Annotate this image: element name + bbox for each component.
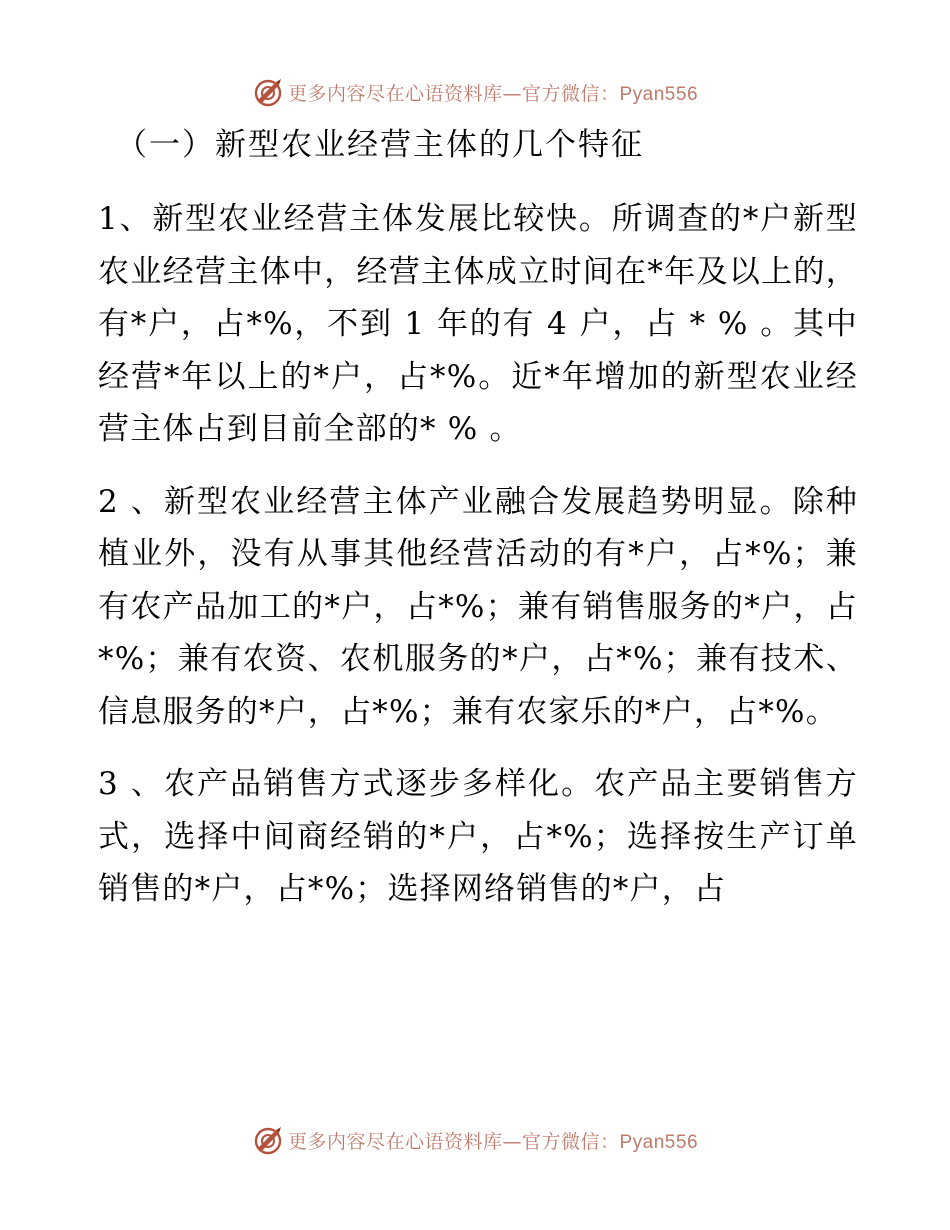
watermark-header <box>0 72 950 112</box>
document-body <box>98 115 858 916</box>
watermark-text: 更多内容尽在心语资料库—官方微信：Pyan556 <box>287 82 699 105</box>
watermark-text: 更多内容尽在心语资料库—官方微信：Pyan556 <box>287 1130 699 1153</box>
paragraph-3: 3 、农产品销售方式逐步多样化。农产品主要销售方式，选择中间商经销的*户，占*%；选择按生产订单销售的*户，占*%；选择网络销售的*户，占 <box>98 766 858 907</box>
paragraph-2: 2 、新型农业经营主体产业融合发展趋势明显。除种植业外，没有从事其他经营活动的有*户，占*%；兼有农产品加工的*户，占*%；兼有销售服务的*户，占*%；兼有农资、农机服务的*户，占*%；兼有技术、信息服务的*户，占*%；兼有农家乐的*户，占*%。 <box>98 483 858 730</box>
watermark-footer <box>0 1120 950 1160</box>
paragraph-1: 1、新型农业经营主体发展比较快。所调查的*户新型农业经营主体中，经营主体成立时间在*年及以上的，有*户，占*%，不到 1 年的有 4 户，占 * % 。其中经营*年以上的*户，占*%。近*年增加的新型农业经营主体占到目前全部的* % 。 <box>98 201 858 447</box>
brand-logo-icon <box>252 76 284 108</box>
brand-logo-icon <box>252 1124 284 1156</box>
section-heading: （一）新型农业经营主体的几个特征 <box>116 127 644 163</box>
